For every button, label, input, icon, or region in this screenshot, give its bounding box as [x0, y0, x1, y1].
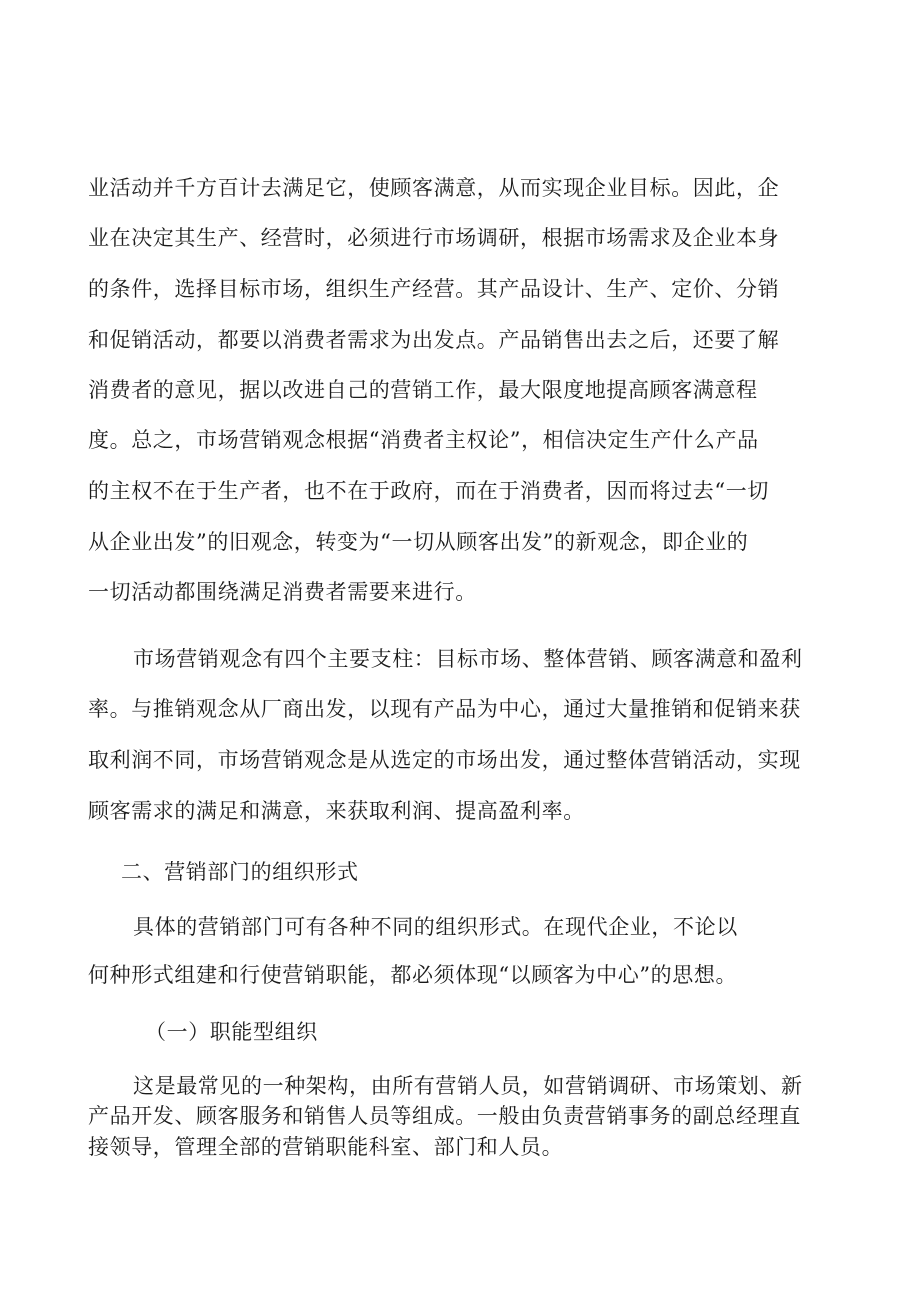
- paragraph-1-line-7: 的主权不在于生产者，也不在于政府，而在于消费者，因而将过去“一切: [88, 479, 769, 503]
- paragraph-1-line-8: 从企业出发”的旧观念，转变为“一切从顾客出发”的新观念，即企业的: [88, 530, 749, 554]
- paragraph-1-line-3: 的条件，选择目标市场，组织生产经营。其产品设计、生产、定价、分销: [88, 277, 780, 301]
- subsection-heading: （一）职能型组织: [145, 1020, 318, 1044]
- paragraph-3-line-2: 何种形式组建和行使营销职能，都必须体现“以顾客为中心”的思想。: [88, 963, 738, 987]
- paragraph-4-line-3: 接领导，管理全部的营销职能科室、部门和人员。: [88, 1135, 564, 1159]
- paragraph-1-line-9: 一切活动都围绕满足消费者需要来进行。: [88, 580, 477, 604]
- paragraph-1-line-2: 业在决定其生产、经营时，必须进行市场调研，根据市场需求及企业本身: [88, 226, 780, 250]
- paragraph-3-line-1: 具体的营销部门可有各种不同的组织形式。在现代企业，不论以: [133, 915, 738, 939]
- paragraph-4-line-2: 产品开发、顾客服务和销售人员等组成。一般由负责营销事务的副总经理直: [88, 1104, 801, 1128]
- paragraph-2-line-1: 市场营销观念有四个主要支柱：目标市场、整体营销、顾客满意和盈利: [133, 647, 803, 671]
- section-heading: 二、营销部门的组织形式: [121, 860, 359, 884]
- paragraph-2-line-2: 率。与推销观念从厂商出发，以现有产品为中心，通过大量推销和促销来获: [88, 697, 801, 721]
- paragraph-1-line-1: 业活动并千方百计去满足它，使顾客满意，从而实现企业目标。因此，企: [88, 176, 780, 200]
- paragraph-4-line-1: 这是最常见的一种架构，由所有营销人员，如营销调研、市场策划、新: [133, 1074, 803, 1098]
- paragraph-1-line-5: 消费者的意见，据以改进自己的营销工作，最大限度地提高顾客满意程: [88, 378, 758, 402]
- paragraph-2-line-4: 顾客需求的满足和满意，来获取利润、提高盈利率。: [88, 799, 585, 823]
- paragraph-2-line-3: 取利润不同，市场营销观念是从选定的市场出发，通过整体营销活动，实现: [88, 748, 801, 772]
- paragraph-1-line-4: 和促销活动，都要以消费者需求为出发点。产品销售出去之后，还要了解: [88, 328, 780, 352]
- paragraph-1-line-6: 度。总之，市场营销观念根据“消费者主权论”，相信决定生产什么产品: [88, 428, 759, 452]
